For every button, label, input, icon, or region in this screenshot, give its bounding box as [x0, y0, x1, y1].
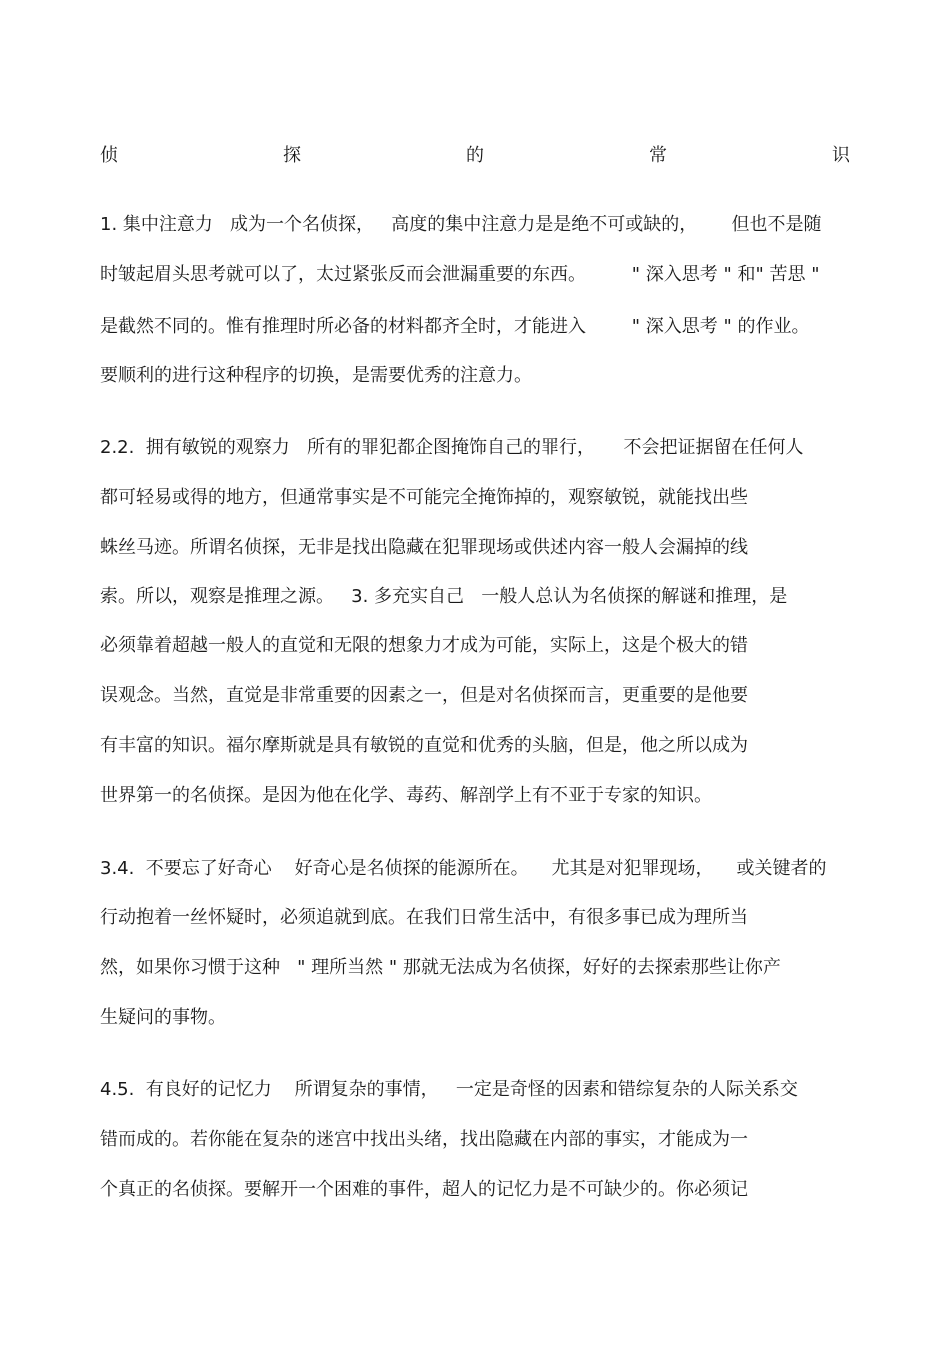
document-title — [100, 140, 850, 168]
title-char: 常 — [649, 145, 667, 166]
text-line: 4.5. 有良好的记忆力 所谓复杂的事情， 一定是奇怪的因素和错综复杂的人际关系交 — [100, 1079, 798, 1100]
text-line: 个真正的名侦探。要解开一个困难的事件，超人的记忆力是不可缺少的。你必须记 — [100, 1179, 748, 1200]
text-line: 1. 集中注意力 成为一个名侦探， 高度的集中注意力是是绝不可或缺的， 但也不是随 — [100, 214, 822, 235]
title-char: 探 — [283, 145, 301, 166]
text-line: 生疑问的事物。 — [100, 1007, 226, 1028]
text-line: 时皱起眉头思考就可以了，太过紧张反而会泄漏重要的东西。 " 深入思考 " 和" 苦思 " — [100, 264, 820, 285]
title-char: 侦 — [100, 145, 118, 166]
text-line: 然，如果你习惯于这种 " 理所当然 " 那就无法成为名侦探，好好的去探索那些让你产 — [100, 957, 781, 978]
text-line: 误观念。当然，直觉是非常重要的因素之一，但是对名侦探而言，更重要的是他要 — [100, 685, 748, 706]
text-line: 都可轻易或得的地方，但通常事实是不可能完全掩饰掉的，观察敏锐，就能找出些 — [100, 487, 748, 508]
text-line: 行动抱着一丝怀疑时，必须追就到底。在我们日常生活中，有很多事已成为理所当 — [100, 907, 748, 928]
title-char: 的 — [466, 145, 484, 166]
text-line: 有丰富的知识。福尔摩斯就是具有敏锐的直觉和优秀的头脑，但是，他之所以成为 — [100, 735, 748, 756]
text-line: 是截然不同的。惟有推理时所必备的材料都齐全时，才能进入 " 深入思考 " 的作业。 — [100, 316, 810, 337]
title-char: 识 — [832, 145, 850, 166]
text-line: 2.2. 拥有敏锐的观察力 所有的罪犯都企图掩饰自己的罪行， 不会把证据留在任何人 — [100, 437, 804, 458]
text-line: 索。所以，观察是推理之源。 3. 多充实自己 一般人总认为名侦探的解谜和推理，是 — [100, 586, 788, 607]
text-line: 要顺利的进行这种程序的切换，是需要优秀的注意力。 — [100, 365, 532, 386]
text-line: 错而成的。若你能在复杂的迷宫中找出头绪，找出隐藏在内部的事实，才能成为一 — [100, 1129, 748, 1150]
text-line: 世界第一的名侦探。是因为他在化学、毒药、解剖学上有不亚于专家的知识。 — [100, 785, 712, 806]
text-line: 蛛丝马迹。所谓名侦探，无非是找出隐藏在犯罪现场或供述内容一般人会漏掉的线 — [100, 537, 748, 558]
text-line: 3.4. 不要忘了好奇心 好奇心是名侦探的能源所在。 尤其是对犯罪现场， 或关键者的 — [100, 858, 827, 879]
text-line: 必须靠着超越一般人的直觉和无限的想象力才成为可能，实际上，这是个极大的错 — [100, 635, 748, 656]
